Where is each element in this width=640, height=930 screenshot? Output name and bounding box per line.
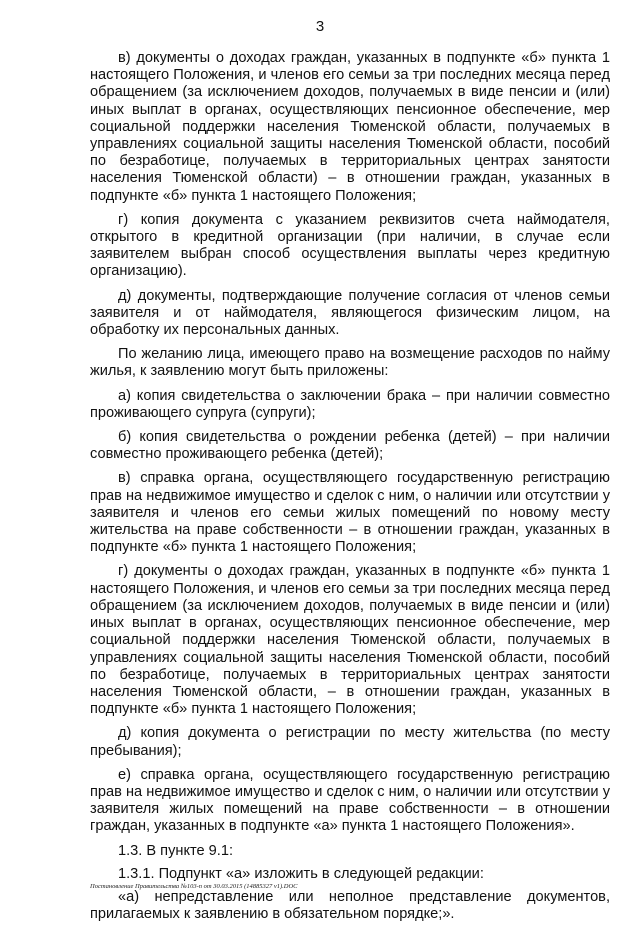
page-number: 3 bbox=[315, 18, 325, 35]
paragraph: 1.3.1. Подпункт «а» изложить в следующей редакции: bbox=[118, 865, 484, 882]
paragraph: «а) непредставление или неполное представление документов, прилагаемых к заявлению в обязательном порядке;». bbox=[90, 888, 610, 923]
paragraph: в) документы о доходах граждан, указанных в подпункте «б» пункта 1 настоящего Положения, и членов его семьи за три последних месяца перед обращением (за исключением доходов, получаемых в виде пенсии и (или) иных выплат в органах, осуществляющих пенсионное обеспечение, мер социальной поддержки населения Тюменской области, получаемых в управлениях социальной защиты населения Тюменской области, пособий по безработице, получаемых в территориальных центрах занятости населения Тюменской области) – в отношении граждан, указанных в подпункте «б» пункта 1 настоящего Положения; bbox=[90, 50, 610, 204]
paragraph: г) копия документа с указанием реквизитов счета наймодателя, открытого в кредитной организации (при наличии, в случае если заявителем выбран способ осуществления выплаты через кредитную организацию). bbox=[90, 211, 610, 280]
paragraph: д) документы, подтверждающие получение согласия от членов семьи заявителя и от наймодателя, являющегося физическим лицом, на обработку их персональных данных. bbox=[90, 287, 610, 339]
paragraph: в) справка органа, осуществляющего государственную регистрацию прав на недвижимое имущество и сделок с ним, о наличии или отсутствии у заявителя и членов его семьи жилых помещений по новому месту жительства на праве собственности – в отношении граждан, указанных в подпункте «б» пункта 1 настоящего Положения; bbox=[90, 470, 610, 556]
paragraph: По желанию лица, имеющего право на возмещение расходов по найму жилья, к заявлению могут быть приложены: bbox=[90, 346, 610, 380]
paragraph: а) копия свидетельства о заключении брака – при наличии совместно проживающего супруга (супруги); bbox=[90, 387, 610, 421]
paragraph: 1.3. В пункте 9.1: bbox=[118, 842, 234, 859]
paragraph: б) копия свидетельства о рождении ребенка (детей) – при наличии совместно проживающего ребенка (детей); bbox=[90, 429, 610, 463]
paragraph: д) копия документа о регистрации по месту жительства (по месту пребывания); bbox=[90, 725, 610, 759]
paragraph: е) справка органа, осуществляющего государственную регистрацию прав на недвижимое имущество и сделок с ним, о наличии или отсутствии у заявителя жилых помещений на праве собственности – в отношении граждан, указанных в подпункте «а» пункта 1 настоящего Положения». bbox=[90, 766, 610, 835]
paragraph: г) документы о доходах граждан, указанных в подпункте «б» пункта 1 настоящего Положения, и членов его семьи за три последних месяца перед обращением (за исключением доходов, получаемых в виде пенсии и (или) иных выплат в органах, осуществляющих пенсионное обеспечение, мер социальной поддержки населения Тюменской области, получаемых в управлениях социальной защиты населения Тюменской области, пособий по безработице, получаемых в территориальных центрах занятости населения Тюменской области, – в отношении граждан, указанных в подпункте «б» пункта 1 настоящего Положения; bbox=[90, 563, 610, 718]
document-body bbox=[90, 50, 610, 930]
document-footer: Постановление Правительства №103-п от 30.03.2015 (14885327 v1).DOC bbox=[90, 883, 298, 890]
